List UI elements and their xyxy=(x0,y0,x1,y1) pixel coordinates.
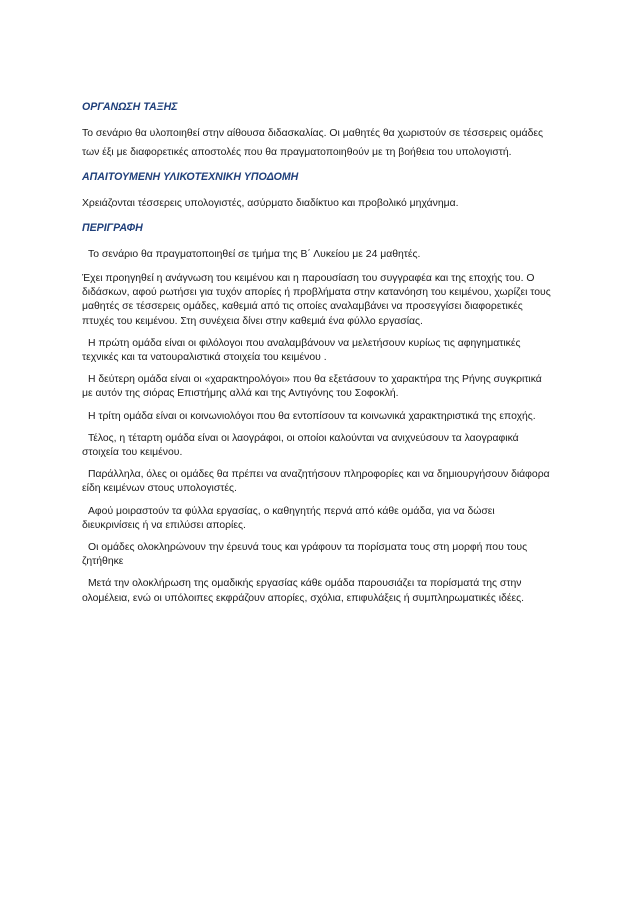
paragraph: Μετά την ολοκλήρωση της ομαδικής εργασίας κάθε ομάδα παρουσιάζει τα πορίσματά της στην ολομέλεια, ενώ οι υπόλοιπες εκφράζουν απορίες, σχόλια, επιφυλάξεις ή συμπληρωματικές ιδέες. xyxy=(82,578,525,604)
paragraph: Χρειάζονται τέσσερεις υπολογιστές, ασύρματο διαδίκτυο και προβολικό μηχάνημα. xyxy=(82,198,459,209)
paragraph: Οι ομάδες ολοκληρώνουν την έρευνά τους και γράφουν τα πορίσματα τους στη μορφή που τους ζητήθηκε xyxy=(82,542,528,568)
section-infrastructure xyxy=(82,170,552,213)
paragraph: Τέλος, η τέταρτη ομάδα είναι οι λαογράφοι, οι οποίοι καλούνται να ανιχνεύσουν τα λαογραφικά στοιχεία του κειμένου. xyxy=(82,432,519,459)
paragraph: Η πρώτη ομάδα είναι οι φιλόλογοι που αναλαμβάνουν να μελετήσουν κυρίως τις αφηγηματικές τεχνικές και τα νατουραλιστικά στοιχεία του κειμένου . xyxy=(82,337,521,364)
paragraph: Αφού μοιραστούν τα φύλλα εργασίας, ο καθηγητής περνά από κάθε ομάδα, για να δώσει διευκρινίσεις ή να επιλύσει απορίες. xyxy=(82,505,495,531)
paragraph: Η τρίτη ομάδα είναι οι κοινωνιολόγοι που θα εντοπίσουν τα κοινωνικά χαρακτηριστικά της εποχής. xyxy=(88,410,536,422)
document-page xyxy=(82,100,552,614)
paragraph: Παράλληλα, όλες οι ομάδες θα πρέπει να αναζητήσουν πληροφορίες και να δημιουργήσουν διάφορα είδη κειμένων στους υπολογιστές. xyxy=(82,469,550,495)
paragraph: Η δεύτερη ομάδα είναι οι «χαρακτηρολόγοι» που θα εξετάσουν το χαρακτήρα της Ρήνης συγκριτικά με αυτόν της σιόρας Επιστήμης αλλά και της Αντιγόνης του Σοφοκλή. xyxy=(82,374,542,400)
section-heading: ΑΠΑΙΤΟΥΜΕΝΗ ΥΛΙΚΟΤΕΧΝΙΚΗ ΥΠΟΔΟΜΗ xyxy=(82,171,299,183)
section-heading: ΟΡΓΑΝΩΣΗ ΤΑΞΗΣ xyxy=(82,101,178,113)
section-heading: ΠΕΡΙΓΡΑΦΗ xyxy=(82,222,143,234)
section-organization xyxy=(82,100,552,162)
paragraph: Το σενάριο θα πραγματοποιηθεί σε τμήμα της Β΄ Λυκείου με 24 μαθητές. xyxy=(88,249,421,260)
section-description xyxy=(82,221,552,606)
paragraph: Έχει προηγηθεί η ανάγνωση του κειμένου και η παρουσίαση του συγγραφέα και της εποχής του. Ο διδάσκων, αφού ρωτήσει για τυχόν απορίες ή προβλήματα στην κατανόηση του κειμένου, χωρίζει τους μαθητές σε τέσσερεις ομάδες, καθεμιά από τις οποίες αναλαμβάνει να προσεγγίσει διαφορετικές πτυχές του κειμένου. Στη συνέχεια δίνει στην καθεμιά ένα φύλλο εργασίας. xyxy=(82,273,551,327)
paragraph: Το σενάριο θα υλοποιηθεί στην αίθουσα διδασκαλίας. Οι μαθητές θα χωριστούν σε τέσσερεις ομάδες των έξι με διαφορετικές αποστολές που θα πραγματοποιηθούν με τη βοήθεια του υπολογιστή. xyxy=(82,128,544,158)
